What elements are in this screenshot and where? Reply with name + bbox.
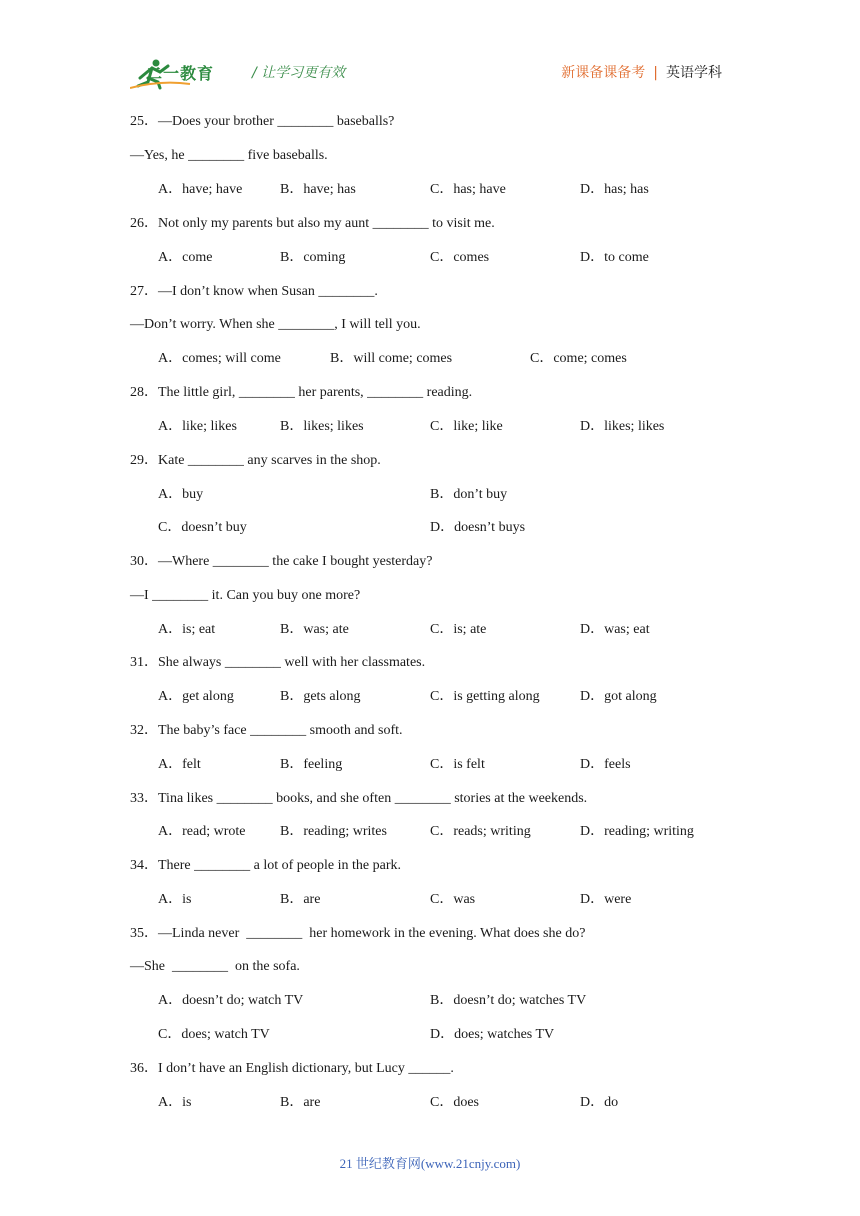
question-stem: 26．Not only my parents but also my aunt ________ to visit me. bbox=[130, 216, 495, 231]
option-a: A．have; have bbox=[158, 182, 243, 197]
option-b: B．doesn’t do; watches TV bbox=[430, 993, 587, 1008]
option-d: D．to come bbox=[580, 250, 649, 265]
question-stem: 28．The little girl, ________ her parents, ________ reading. bbox=[130, 385, 473, 400]
option-c: C．is getting along bbox=[430, 689, 540, 704]
question-stem: 35．—Linda never ________ her homework in the evening. What does she do? bbox=[130, 926, 586, 941]
question-stem: 25．—Does your brother ________ baseballs? bbox=[130, 114, 395, 129]
option-b: B．gets along bbox=[280, 689, 361, 704]
option-c: C．doesn’t buy bbox=[158, 520, 247, 535]
question-stem: —She ________ on the sofa. bbox=[130, 959, 300, 974]
option-a: A．felt bbox=[158, 757, 201, 772]
header-right-a: 新课备课备考 bbox=[561, 65, 646, 81]
question-stem: —Don’t worry. When she ________, I will tell you. bbox=[130, 317, 421, 332]
header-separator: | bbox=[653, 65, 658, 81]
option-c: C．has; have bbox=[430, 182, 506, 197]
option-b: B．coming bbox=[280, 250, 346, 265]
option-d: D．got along bbox=[580, 689, 657, 704]
option-b: B．are bbox=[280, 1095, 321, 1110]
option-c: C．does; watch TV bbox=[158, 1027, 270, 1042]
option-b: B．don’t buy bbox=[430, 487, 508, 502]
question-stem: 36．I don’t have an English dictionary, but Lucy ______. bbox=[130, 1061, 454, 1076]
header-right bbox=[561, 62, 722, 82]
logo-text: 二一教育 bbox=[146, 64, 215, 83]
option-c: C．does bbox=[430, 1095, 479, 1110]
option-a: A．is bbox=[158, 892, 192, 907]
option-a: A．come bbox=[158, 250, 213, 265]
header-right-b: 英语学科 bbox=[666, 65, 722, 81]
option-d: D．doesn’t buys bbox=[430, 520, 526, 535]
page-header bbox=[0, 0, 860, 100]
question-stem: 33．Tina likes ________ books, and she often ________ stories at the weekends. bbox=[130, 791, 588, 806]
option-d: D．were bbox=[580, 892, 632, 907]
option-c: C．is felt bbox=[430, 757, 485, 772]
question-stem: 31．She always ________ well with her classmates. bbox=[130, 655, 426, 670]
option-d: D．was; eat bbox=[580, 622, 650, 637]
question-stem: —Yes, he ________ five baseballs. bbox=[130, 148, 328, 163]
option-a: A．doesn’t do; watch TV bbox=[158, 993, 304, 1008]
option-b: B．feeling bbox=[280, 757, 343, 772]
question-stem: 34．There ________ a lot of people in the park. bbox=[130, 858, 401, 873]
option-a: A．get along bbox=[158, 689, 234, 704]
option-a: A．read; wrote bbox=[158, 824, 246, 839]
option-a: A．is; eat bbox=[158, 622, 216, 637]
option-c: C．like; like bbox=[430, 419, 503, 434]
option-b: B．likes; likes bbox=[280, 419, 364, 434]
option-b: B．was; ate bbox=[280, 622, 349, 637]
option-d: D．has; has bbox=[580, 182, 649, 197]
question-stem: 27．—I don’t know when Susan ________. bbox=[130, 284, 378, 299]
option-c: C．comes bbox=[430, 250, 490, 265]
option-c: C．is; ate bbox=[430, 622, 487, 637]
option-c: C．was bbox=[430, 892, 476, 907]
option-a: A．like; likes bbox=[158, 419, 237, 434]
option-d: D．likes; likes bbox=[580, 419, 665, 434]
option-d: D．feels bbox=[580, 757, 631, 772]
question-stem: 30．—Where ________ the cake I bought yesterday? bbox=[130, 554, 433, 569]
option-b: B．have; has bbox=[280, 182, 356, 197]
option-c: C．reads; writing bbox=[430, 824, 531, 839]
question-stem: 32．The baby’s face ________ smooth and soft. bbox=[130, 723, 403, 738]
option-d: D．reading; writing bbox=[580, 824, 694, 839]
question-stem: —I ________ it. Can you buy one more? bbox=[130, 588, 361, 603]
slogan: / 让学习更有效 bbox=[252, 65, 346, 81]
option-a: A．buy bbox=[158, 487, 204, 502]
option-b: B．are bbox=[280, 892, 321, 907]
option-d: D．do bbox=[580, 1095, 619, 1110]
option-c: C．come; comes bbox=[530, 351, 627, 366]
option-a: A．comes; will come bbox=[158, 351, 281, 366]
option-b: B．will come; comes bbox=[330, 351, 453, 366]
option-a: A．is bbox=[158, 1095, 192, 1110]
option-d: D．does; watches TV bbox=[430, 1027, 555, 1042]
footer-link[interactable]: 21 世纪教育网(www.21cnjy.com) bbox=[339, 1156, 521, 1171]
option-b: B．reading; writes bbox=[280, 824, 387, 839]
question-stem: 29．Kate ________ any scarves in the shop. bbox=[130, 453, 381, 468]
